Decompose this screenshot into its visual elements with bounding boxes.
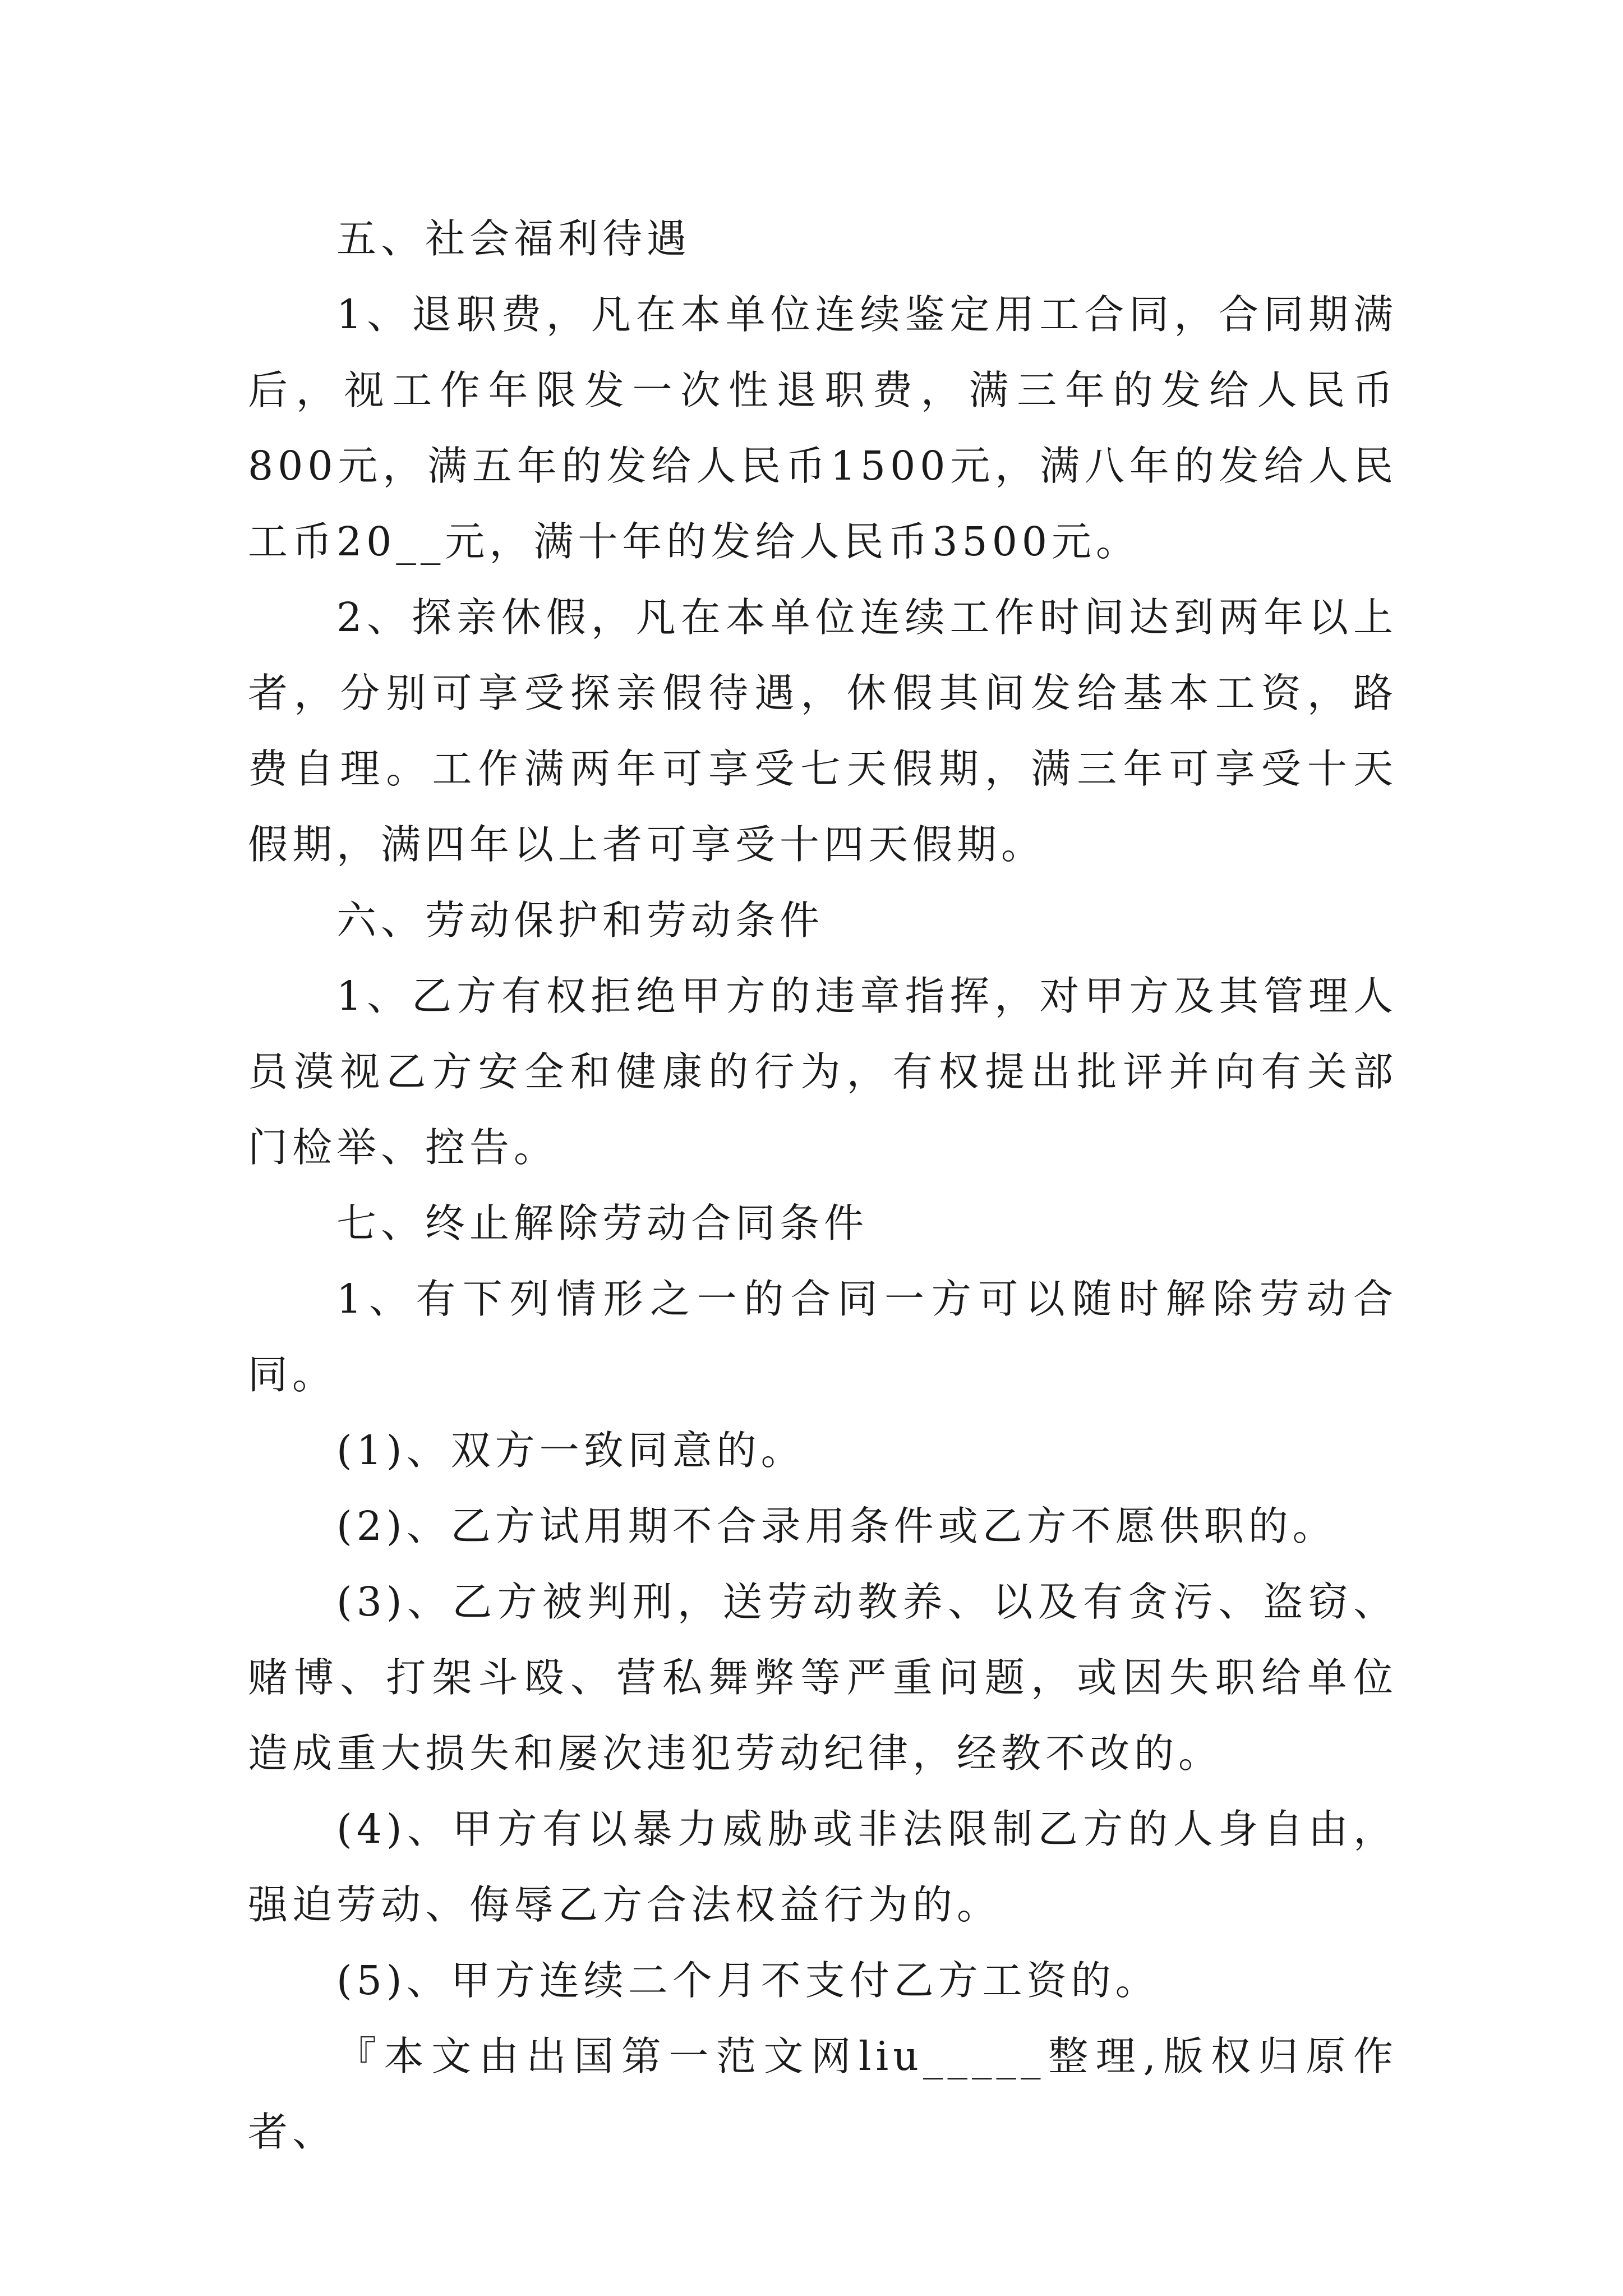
paragraph-refuse-orders: 1、乙方有权拒绝甲方的违章指挥，对甲方及其管理人员漠视乙方安全和健康的行为，有权提出批评并向有关部门检举、控告。 [248, 973, 1398, 1171]
list-item-4: (4)、甲方有以暴力威胁或非法限制乙方的人身自由，强迫劳动、侮辱乙方合法权益行为的。 [248, 1806, 1398, 1928]
paragraph-severance-pay: 1、退职费，凡在本单位连续鉴定用工合同，合同期满后，视工作年限发一次性退职费，满三年的发给人民币800元，满五年的发给人民币1500元，满八年的发给人民工币20__元，满十年的发给人民币3500元。 [248, 291, 1398, 565]
list-item-5: (5)、甲方连续二个月不支付乙方工资的。 [336, 1957, 1160, 2004]
section-heading-welfare: 五、社会福利待遇 [336, 215, 691, 262]
section-heading-termination: 七、终止解除劳动合同条件 [336, 1200, 869, 1246]
document-body [248, 201, 1398, 2170]
section-heading-labor-protection: 六、劳动保护和劳动条件 [336, 897, 824, 944]
list-item-1: (1)、双方一致同意的。 [336, 1427, 805, 1474]
list-item-3: (3)、乙方被判刑，送劳动教养、以及有贪污、盗窃、赌博、打架斗殴、营私舞弊等严重问题，或因失职给单位造成重大损失和屡次违犯劳动纪律，经教不改的。 [248, 1579, 1398, 1777]
paragraph-termination-intro: 1、有下列情形之一的合同一方可以随时解除劳动合同。 [248, 1276, 1398, 1398]
paragraph-home-leave: 2、探亲休假，凡在本单位连续工作时间达到两年以上者，分别可享受探亲假待遇，休假其间发给基本工资，路费自理。工作满两年可享受七天假期，满三年可享受十天假期，满四年以上者可享受十四天假期。 [248, 594, 1398, 868]
source-note: 『本文由出国第一范文网liu_____整理,版权归原作者、 [248, 2033, 1398, 2155]
list-item-2: (2)、乙方试用期不合录用条件或乙方不愿供职的。 [336, 1503, 1337, 1549]
